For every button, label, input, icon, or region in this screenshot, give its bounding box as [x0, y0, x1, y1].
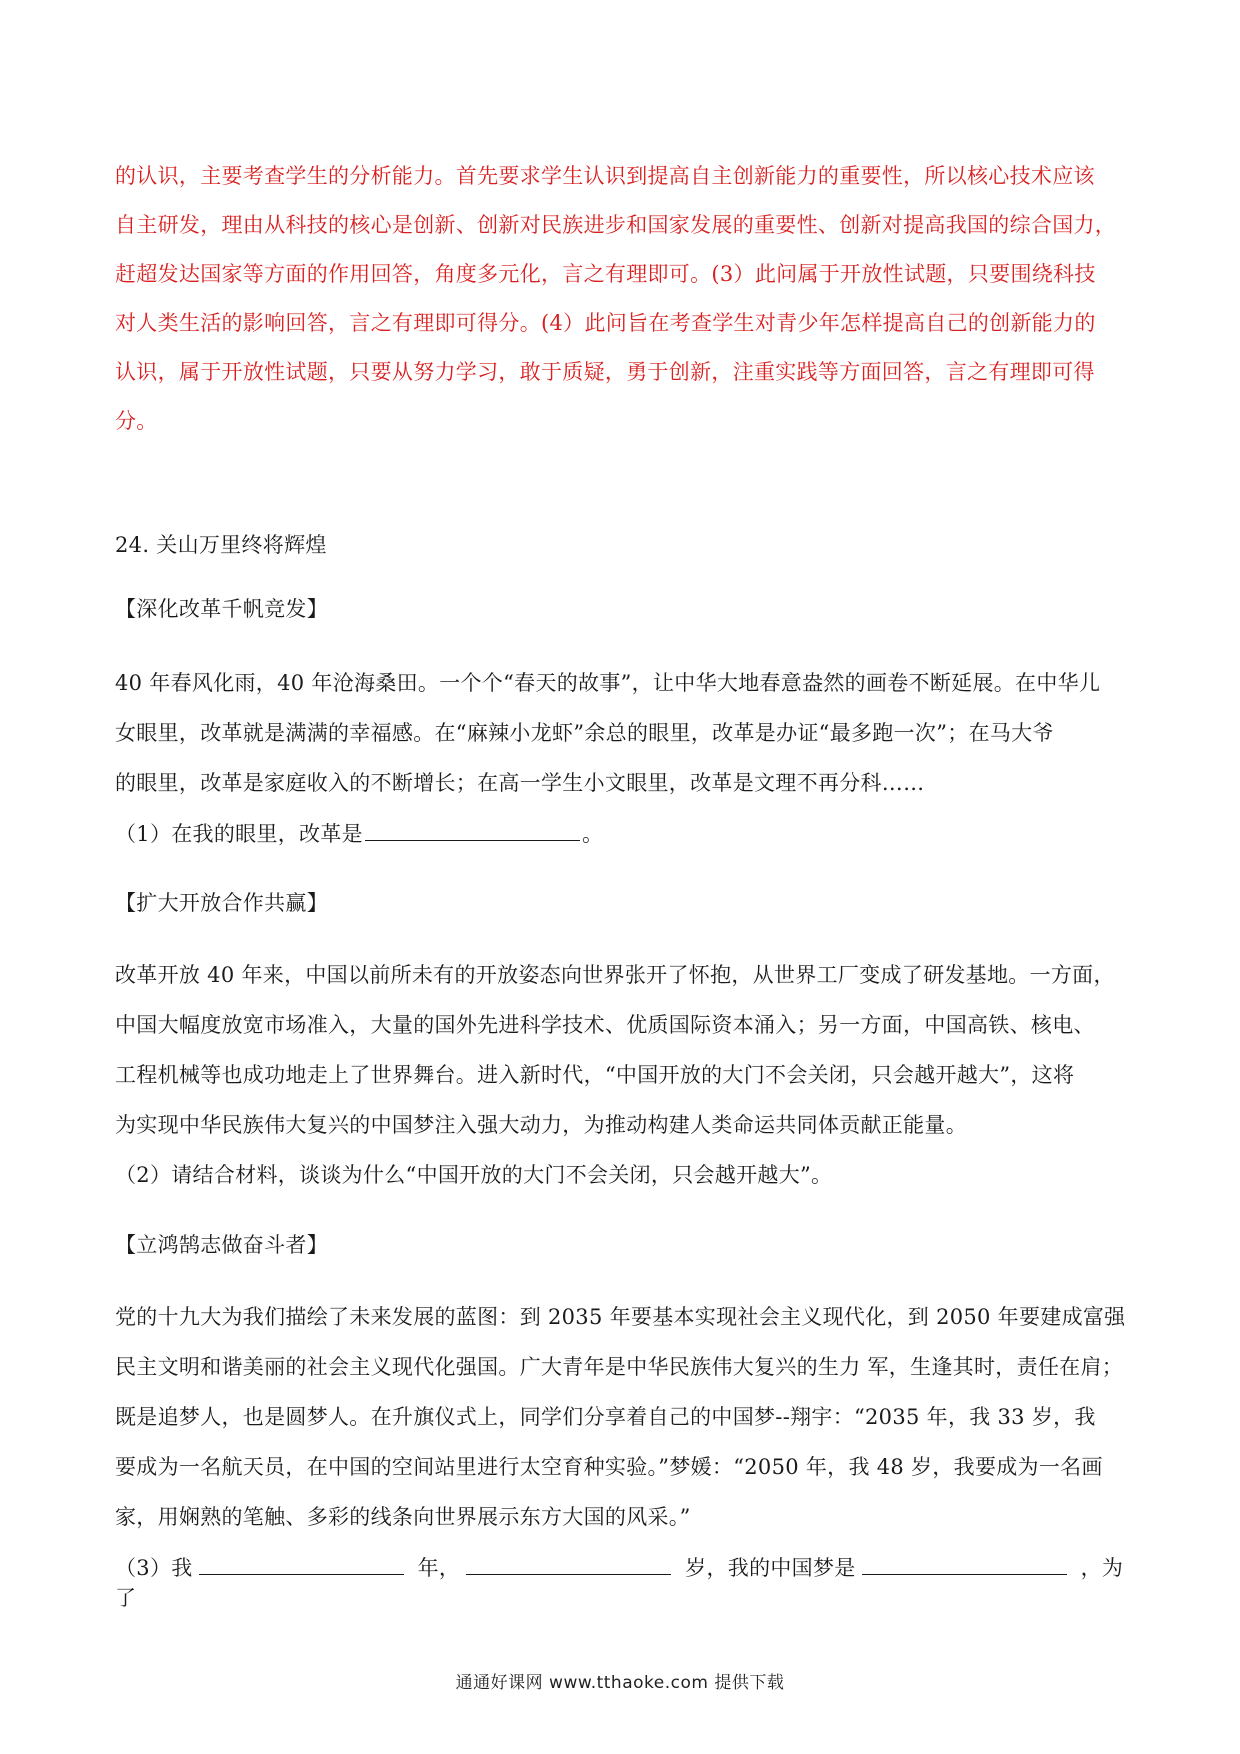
question-2: （2）请结合材料，谈谈为什么“中国开放的大门不会关闭，只会越开越大”。 [115, 1163, 833, 1187]
question-1 [115, 818, 1135, 849]
section-paragraph-opening [115, 950, 1135, 1150]
analysis-line: 对人类生活的影响回答，言之有理即可得分。(4）此问旨在考查学生对青少年怎样提高自己的创新能力的 [115, 311, 1096, 335]
answer-blank [862, 1552, 1067, 1575]
analysis-line: 分。 [115, 409, 158, 433]
question-1-suffix: 。 [581, 822, 604, 846]
analysis-line: 的认识，主要考查学生的分析能力。首先要求学生认识到提高自主创新能力的重要性，所以核心技术应该 [115, 164, 1095, 188]
paragraph-line: 要成为一名航天员，在中国的空间站里进行太空育种实验。”梦媛：“2050 年，我 48 岁，我要成为一名画 [115, 1455, 1103, 1479]
paragraph-line: 改革开放 40 年来，中国以前所未有的开放姿态向世界张开了怀抱，从世界工厂变成了研发基地。一方面， [115, 963, 1115, 987]
paragraph-line: 的眼里，改革是家庭收入的不断增长；在高一学生小文眼里，改革是文理不再分科…… [115, 771, 925, 795]
section-paragraph-striver [115, 1292, 1135, 1542]
analysis-line: 自主研发，理由从科技的核心是创新、创新对民族进步和国家发展的重要性、创新对提高我国的综合国力， [115, 213, 1117, 237]
section-heading-opening: 【扩大开放合作共赢】 [115, 891, 328, 915]
question-title: 24. 关山万里终将辉煌 [115, 533, 327, 557]
paragraph-line: 工程机械等也成功地走上了世界舞台。进入新时代，“中国开放的大门不会关闭，只会越开越大”，这将 [115, 1063, 1075, 1087]
answer-blank [466, 1552, 671, 1575]
paragraph-line: 为实现中华民族伟大复兴的中国梦注入强大动力，为推动构建人类命运共同体贡献正能量。 [115, 1113, 967, 1137]
paragraph-line: 党的十九大为我们描绘了未来发展的蓝图：到 2035 年要基本实现社会主义现代化，到 2050 年要建成富强 [115, 1305, 1126, 1329]
paragraph-line: 中国大幅度放宽市场准入，大量的国外先进科学技术、优质国际资本涌入；另一方面，中国高铁、核电、 [115, 1013, 1095, 1037]
section-heading-striver: 【立鸿鹄志做奋斗者】 [115, 1233, 328, 1257]
analysis-line: 赶超发达国家等方面的作用回答，角度多元化，言之有理即可。(3）此问属于开放性试题，只要围绕科技 [115, 262, 1096, 286]
question-3-part: 年， [417, 1556, 461, 1580]
answer-blank [199, 1552, 404, 1575]
paragraph-line: 女眼里，改革就是满满的幸福感。在“麻辣小龙虾”余总的眼里，改革是办证“最多跑一次”；在马大爷 [115, 721, 1054, 745]
page-footer: 通通好课网 www.tthaoke.com 提供下载 [455, 1673, 785, 1693]
paragraph-line: 民主文明和谐美丽的社会主义现代化强国。广大青年是中华民族伟大复兴的生力 军，生逢其时，责任在肩； [115, 1355, 1124, 1379]
answer-blank [365, 818, 580, 841]
paragraph-line: 既是追梦人，也是圆梦人。在升旗仪式上，同学们分享着自己的中国梦--翔宇：“2035 年，我 33 岁，我 [115, 1405, 1096, 1429]
paragraph-line: 家，用娴熟的笔触、多彩的线条向世界展示东方大国的风采。” [115, 1505, 691, 1529]
question-3-part: 岁，我的中国梦是 [685, 1556, 856, 1580]
question-1-prefix: （1）在我的眼里，改革是 [115, 822, 363, 846]
analysis-line: 认识，属于开放性试题，只要从努力学习，敢于质疑，勇于创新，注重实践等方面回答，言之有理即可得 [115, 360, 1095, 384]
question-3-part: （3）我 [115, 1556, 193, 1580]
section-paragraph-reform [115, 658, 1135, 808]
answer-analysis [115, 152, 1135, 446]
section-heading-reform: 【深化改革千帆竞发】 [115, 597, 328, 621]
paragraph-line: 40 年春风化雨，40 年沧海桑田。一个个“春天的故事”，让中华大地春意盎然的画卷不断延展。在中华儿 [115, 671, 1101, 695]
question-3 [115, 1552, 1135, 1613]
question-3-part: ，为了 [115, 1556, 1124, 1610]
